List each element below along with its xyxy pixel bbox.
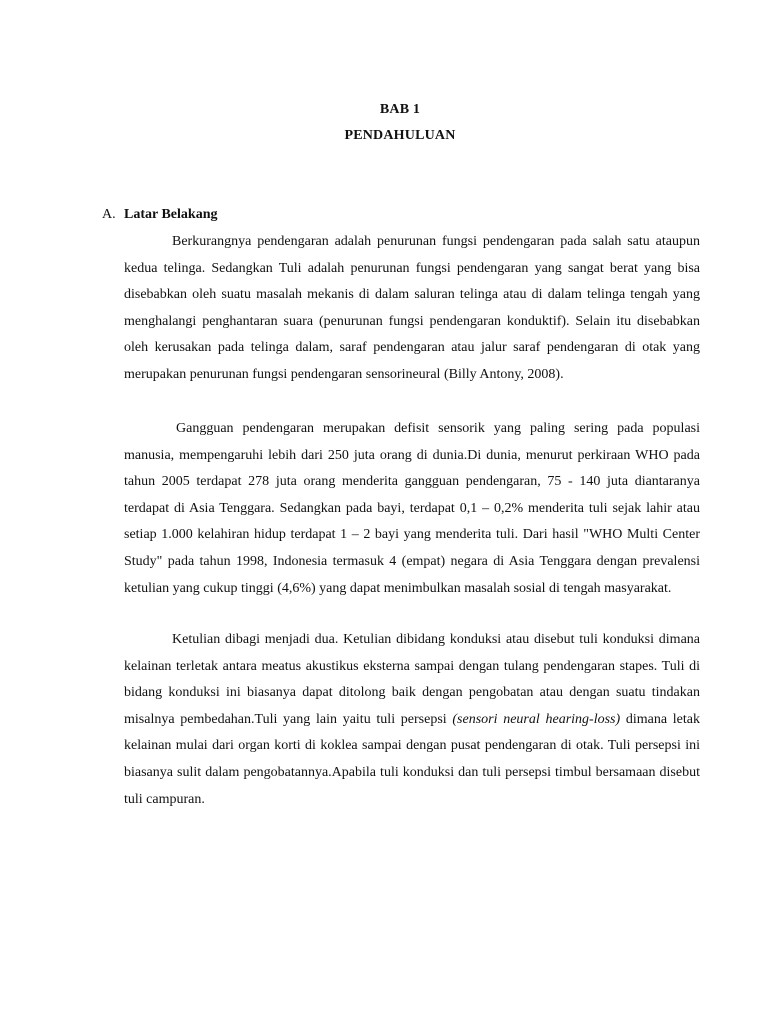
- paragraph-1-text: Berkurangnya pendengaran adalah penurunan fungsi pendengaran pada salah satu ataupun kedua telinga. Sedangkan Tuli adalah penurunan fungsi pendengaran yang sangat berat yang bisa disebabkan oleh suatu masalah mekanis di dalam saluran telinga atau di dalam telinga tengah yang menghalangi penghantaran suara (penurunan fungsi pendengaran konduktif). Selain itu disebabkan oleh kerusakan pada telinga dalam, saraf pendengaran atau jalur saraf pendengaran di otak yang merupakan penurunan fungsi pendengaran sensorineural (Billy Antony, 2008).: [124, 234, 700, 382]
- section-letter: A.: [102, 207, 116, 222]
- chapter-title: PENDAHULUAN: [344, 128, 456, 143]
- paragraph-2-text: Gangguan pendengaran merupakan defisit sensorik yang paling sering pada populasi manusia, mempengaruhi lebih dari 250 juta orang di dunia.Di dunia, menurut perkiraan WHO pada tahun 2005 terdapat 278 juta orang menderita gangguan pendengaran, 75 - 140 juta diantaranya terdapat di Asia Tenggara. Sedangkan pada bayi, terdapat 0,1 – 0,2% menderita tuli sejak lahir atau setiap 1.000 kelahiran hidup terdapat 1 – 2 bayi yang menderita tuli. Dari hasil "WHO Multi Center Study" pada tahun 1998, Indonesia termasuk 4 (empat) negara di Asia Tenggara dengan prevalensi ketulian yang cukup tinggi (4,6%) yang dapat menimbulkan masalah sosial di tengah masyarakat.: [124, 421, 700, 596]
- section-title: Latar Belakang: [124, 207, 218, 222]
- paragraph-2: [124, 416, 700, 602]
- paragraph-3-italic-term: (sensori neural hearing-loss): [452, 711, 621, 727]
- paragraph-1: [124, 229, 700, 389]
- paragraph-3-text: [124, 627, 700, 813]
- chapter-number: BAB 1: [379, 102, 421, 117]
- paragraph-3-text-part1: Ketulian dibagi menjadi dua. Ketulian dibidang konduksi atau disebut tuli konduksi dimana kelainan terletak antara meatus akustikus eksterna sampai dengan tulang pendengaran stapes. Tuli di bidang konduksi ini biasanya dapat ditolong baik dengan pengobatan atau dengan suatu tindakan misalnya pembedahan.Tuli yang lain yaitu tuli persepsi: [124, 632, 700, 727]
- paragraph-3: [124, 627, 700, 813]
- section-heading: [102, 207, 217, 223]
- paragraph-3-text-part2: dimana letak kelainan mulai dari organ korti di koklea sampai dengan pusat pendengaran di otak. Tuli persepsi ini biasanya sulit dalam pengobatannya.Apabila tuli konduksi dan tuli persepsi timbul bersamaan disebut tuli campuran.: [124, 711, 701, 807]
